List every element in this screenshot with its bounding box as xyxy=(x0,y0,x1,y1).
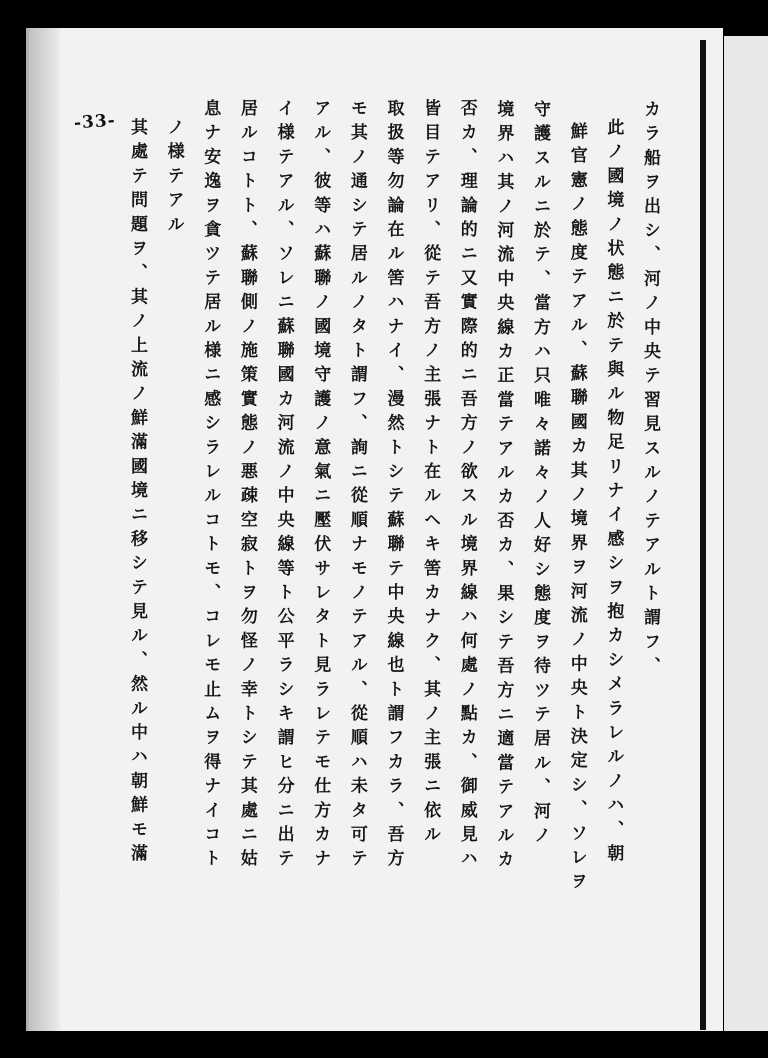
text-column-13: 息ナ安逸ヲ貪ツテ居ル様ニ感シラレルコトモ、コレモ止ムヲ得ナイコト xyxy=(200,99,221,874)
page-gutter-shadow xyxy=(26,28,60,1031)
text-column-15: 其處テ問題ヲ、其ノ上流ノ鮮滿國境ニ移シテ見ル、然ル中ハ朝鮮モ滿 xyxy=(127,118,147,869)
text-column-12: 居ルコトト、蘇聯側ノ施策實態ノ悪疎空寂トヲ勿怪ノ幸トシテ其處ニ姑 xyxy=(236,99,257,874)
text-column-14: ノ様テアル xyxy=(163,118,184,239)
text-column-1: カラ船ヲ出シ、河ノ中央テ習見スルノテアルト謂フ、 xyxy=(639,100,660,681)
text-column-9: モ其ノ通シテ居ルノタト謂フ、詢ニ從順ナモノテアル、從順ハ未タ可テ xyxy=(346,99,367,874)
text-column-3: 鮮官憲ノ態度テアル、蘇聯國カ其ノ境界ヲ河流ノ中央ト決定シ、ソレヲ xyxy=(566,122,587,897)
text-column-2: 此ノ國境ノ状態ニ於テ與ル物足リナイ感シヲ抱カシメラレルノハ、朝 xyxy=(603,118,624,869)
page-number: -33- xyxy=(73,110,117,134)
text-column-10: アル、彼等ハ蘇聯ノ國境守護ノ意氣ニ壓伏サレタト見ラレテモ仕方カナ xyxy=(310,99,331,874)
text-column-7: 皆目テアリ、從テ吾方ノ主張ナト在ルヘキ筈カナク、其ノ主張ニ依ル xyxy=(420,99,441,850)
text-column-11: イ様テアル、ソレニ蘇聯國カ河流ノ中央線等ト公平ラシキ謂ヒ分ニ出テ xyxy=(273,99,294,874)
text-column-4: 守護スルニ於テ、當方ハ只唯々諾々ノ人好シ態度ヲ待ツテ居ル、河ノ xyxy=(530,100,551,851)
text-column-5: 境界ハ其ノ河流中央線カ正當テアルカ否カ、果シテ吾方ニ適當テアルカ xyxy=(493,100,514,875)
next-page-edge xyxy=(724,36,768,1031)
text-column-6: 否カ、理論的ニ又實際的ニ吾方ノ欲スル境界線ハ何處ノ點カ、御威見ハ xyxy=(456,99,477,874)
text-column-8: 取扱等勿論在ル筈ハナイ、漫然トシテ蘇聯テ中央線也ト謂フカラ、吾方 xyxy=(383,99,404,874)
book-spine xyxy=(700,40,706,1030)
vertical-text-body xyxy=(128,98,658,918)
